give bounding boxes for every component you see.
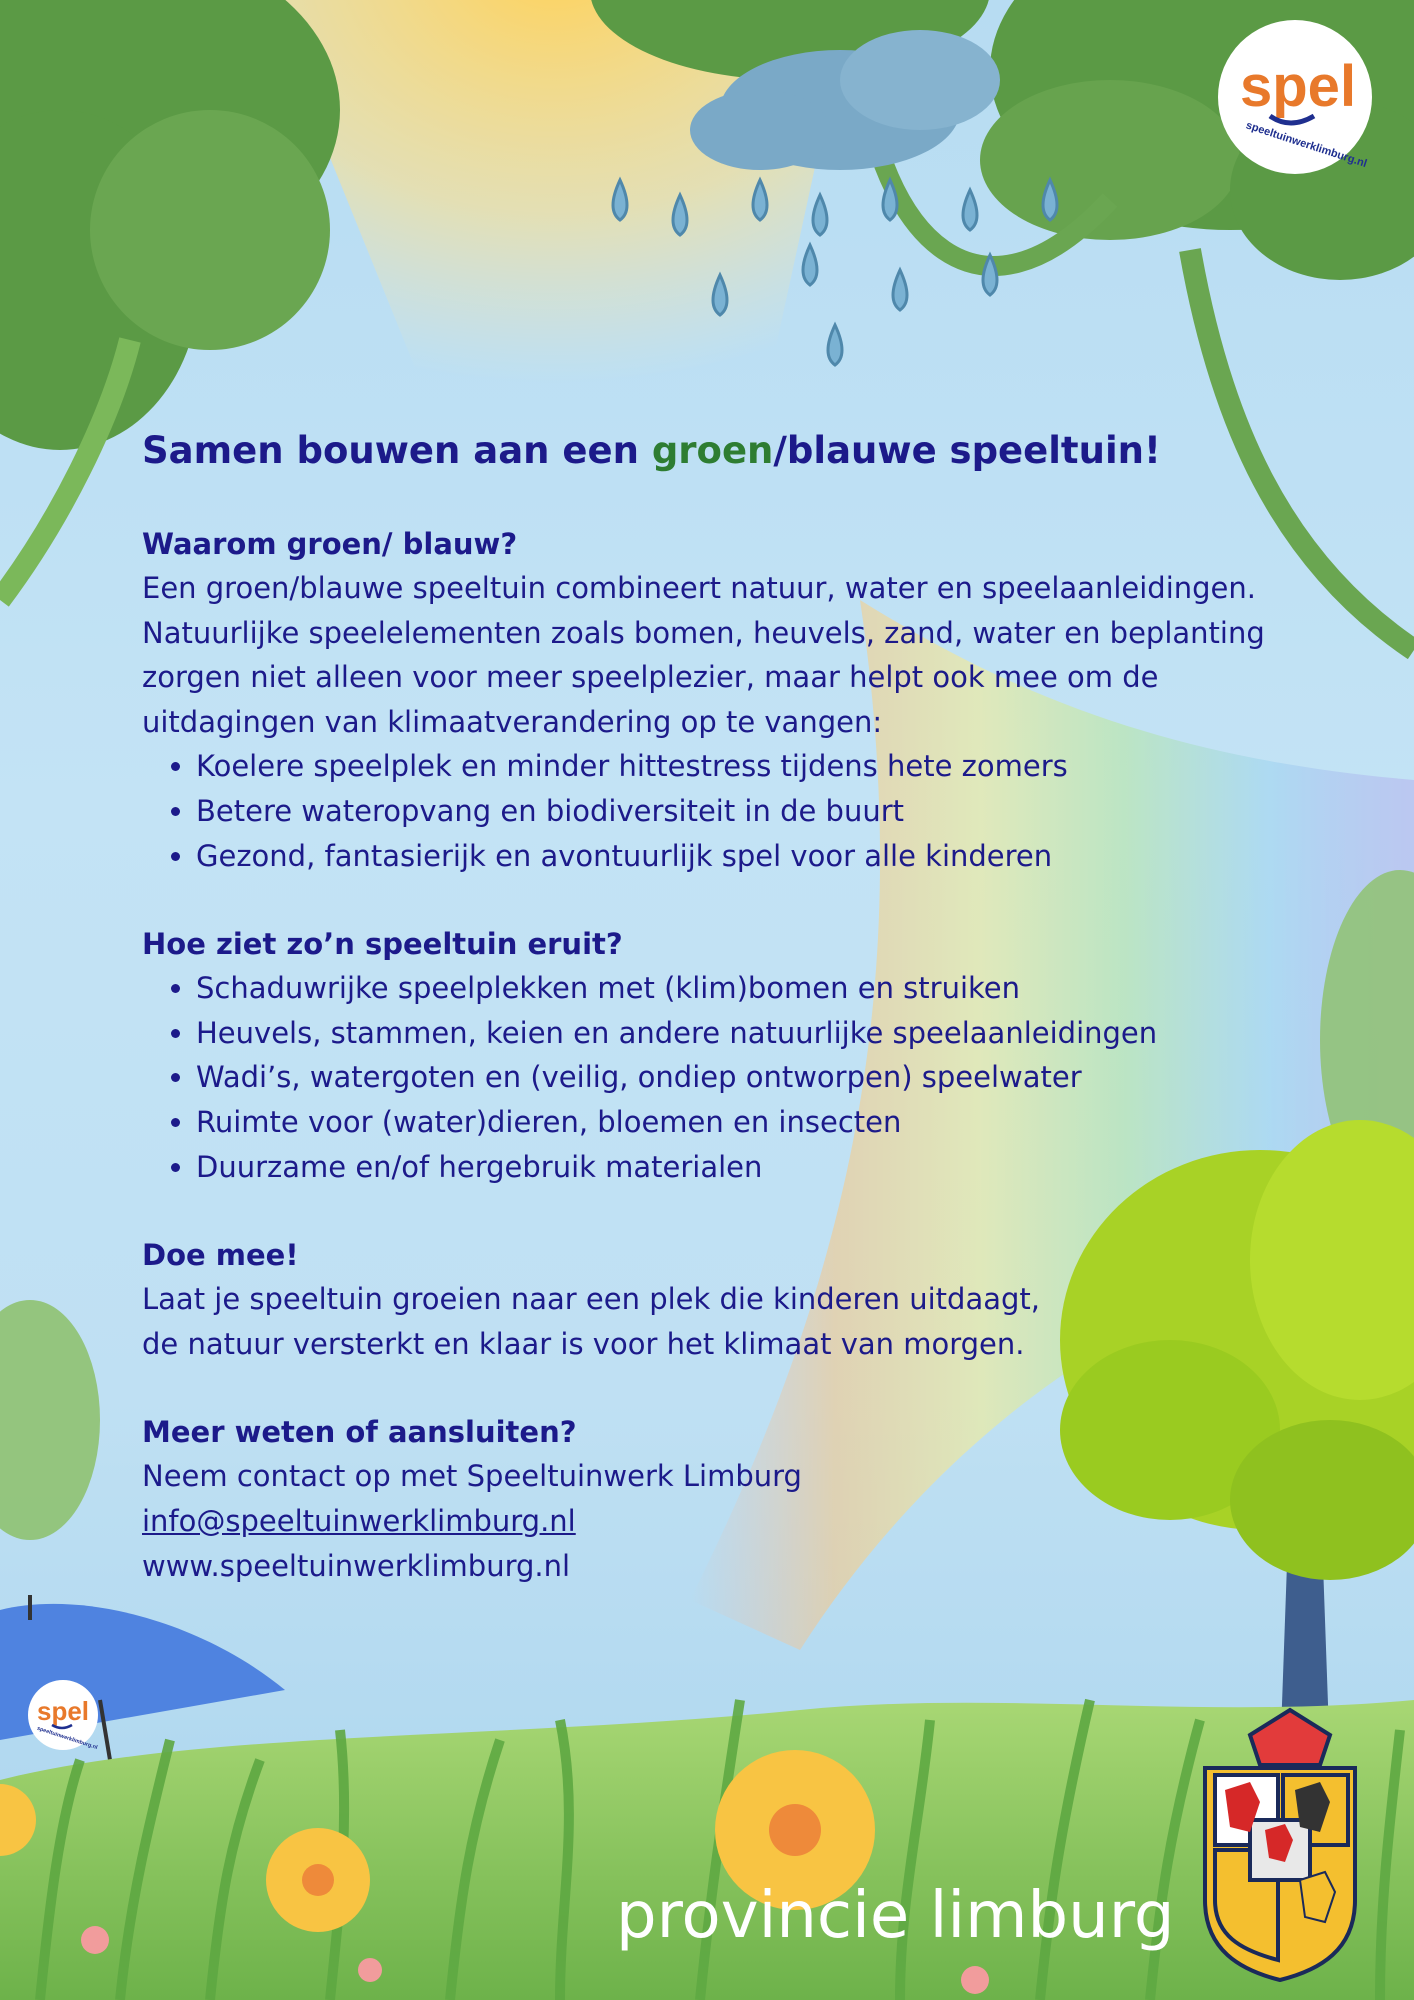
spacer <box>142 478 1322 522</box>
why-bullet: • Gezond, fantasierijk en avontuurlijk spel voor alle kinderen <box>196 834 1322 879</box>
section-why <box>142 522 1322 878</box>
contact-heading: Meer weten of aansluiten? <box>142 1415 577 1450</box>
title-green-word: groen <box>651 429 774 472</box>
join-line: Laat je speeltuin groeien naar een plek die kinderen uitdaagt, <box>142 1282 1040 1317</box>
title-part-1: Samen bouwen aan een <box>142 429 652 472</box>
why-heading: Waarom groen/ blauw? <box>142 527 518 561</box>
look-bullet-list <box>142 966 1322 1189</box>
spacer <box>142 1366 1322 1410</box>
page-title <box>142 424 1322 478</box>
look-bullet: • Ruimte voor (water)dieren, bloemen en insecten <box>196 1100 1322 1145</box>
section-look <box>142 922 1322 1189</box>
contact-website[interactable]: www.speeltuinwerklimburg.nl <box>142 1548 571 1583</box>
why-line: Een groen/blauwe speeltuin combineert natuur, water en speelaanleidingen. <box>142 571 1256 605</box>
speeltuinwerk-logo[interactable] <box>1218 20 1372 174</box>
why-bullet: • Koelere speelplek en minder hittestress tijdens hete zomers <box>196 744 1322 789</box>
speeltuinwerk-logo-small <box>28 1680 98 1750</box>
spel-logo-small-mark <box>28 1680 98 1750</box>
contact-email-link[interactable]: info@speeltuinwerklimburg.nl <box>142 1503 576 1538</box>
look-bullet: • Schaduwrijke speelplekken met (klim)bomen en struiken <box>196 966 1322 1011</box>
svg-text:spel: spel <box>1240 54 1357 119</box>
section-join <box>142 1233 1322 1366</box>
look-bullet: • Duurzame en/of hergebruik materialen <box>196 1145 1322 1190</box>
section-contact <box>142 1410 1322 1588</box>
flower-pink-3 <box>961 1966 989 1994</box>
join-line: de natuur versterkt en klaar is voor het klimaat van morgen. <box>142 1326 1025 1361</box>
flower-pink-2 <box>358 1958 382 1982</box>
spel-logo-mark <box>1218 20 1372 174</box>
look-bullet: • Wadi’s, watergoten en (veilig, ondiep ontworpen) speelwater <box>196 1055 1322 1100</box>
why-bullet-list <box>142 744 1322 878</box>
spacer <box>142 878 1322 922</box>
svg-text:spel: spel <box>37 1696 90 1726</box>
svg-text:speeltuinwerklimburg.nl: speeltuinwerklimburg.nl <box>36 1725 98 1750</box>
why-line: zorgen niet alleen voor meer speelplezier, maar helpt ook mee om de <box>142 660 1159 695</box>
shrub-left <box>0 1300 100 1540</box>
title-part-3: /blauwe speeltuin! <box>773 429 1161 472</box>
province-limburg-wordmark: provincie limburg <box>616 1879 1175 1953</box>
spacer <box>142 1189 1322 1233</box>
flower-pink <box>81 1926 109 1954</box>
why-bullet: • Betere wateropvang en biodiversiteit in de buurt <box>196 789 1322 834</box>
join-heading: Doe mee! <box>142 1238 299 1273</box>
why-line: uitdagingen van klimaatverandering op te vangen: <box>142 704 883 739</box>
main-text <box>142 424 1322 1588</box>
why-line: Natuurlijke speelelementen zoals bomen, heuvels, zand, water en beplanting <box>142 615 1265 650</box>
svg-text:speeltuinwerklimburg.nl: speeltuinwerklimburg.nl <box>1244 119 1369 170</box>
flower-left <box>266 1828 370 1932</box>
contact-line: Neem contact op met Speeltuinwerk Limburg <box>142 1459 802 1494</box>
look-heading: Hoe ziet zo’n speeltuin eruit? <box>142 927 623 962</box>
look-bullet: • Heuvels, stammen, keien en andere natuurlijke speelaanleidingen <box>196 1011 1322 1056</box>
